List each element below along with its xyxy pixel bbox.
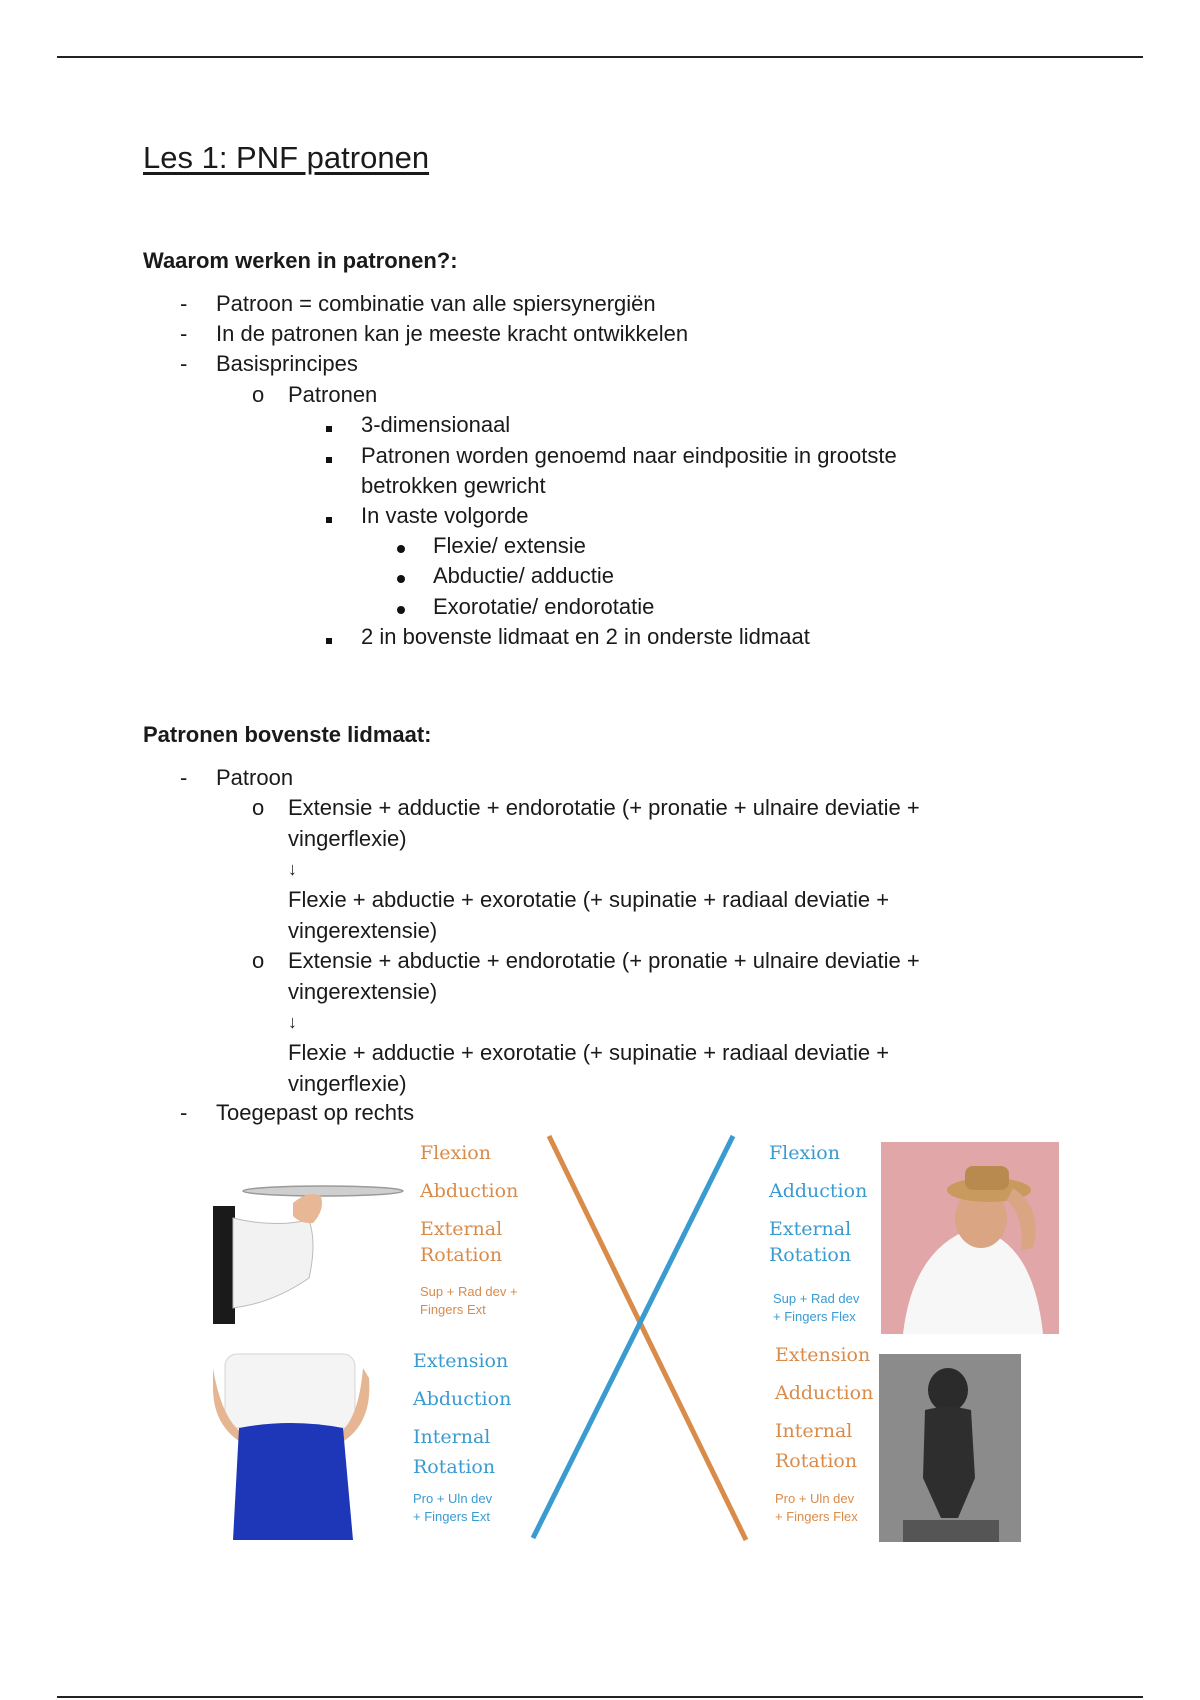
pattern-line: vingerflexie) xyxy=(288,826,407,851)
dash-bullet: - xyxy=(180,765,188,790)
label-fingers-ext: Fingers Ext xyxy=(420,1302,486,1317)
label-abduction: Abduction xyxy=(420,1180,519,1202)
label-rotation: Rotation xyxy=(420,1244,503,1266)
dot-bullet-icon xyxy=(397,531,405,561)
label-pro-uln-dev: Pro + Uln dev xyxy=(413,1491,493,1506)
pnf-patterns-figure xyxy=(213,1128,1065,1548)
dash-bullet: - xyxy=(180,321,188,346)
dash-bullet: - xyxy=(180,351,188,376)
header-rule xyxy=(57,56,1143,58)
dash-bullet: - xyxy=(180,291,188,316)
label-internal: Internal xyxy=(413,1426,491,1448)
label-internal: Internal xyxy=(775,1420,853,1442)
label-extension: Extension xyxy=(413,1350,509,1372)
arrow-down-icon: ↓ xyxy=(288,859,297,879)
label-sup-rad-dev: Sup + Rad dev xyxy=(773,1291,860,1306)
list-item: Abductie/ adductie xyxy=(433,563,615,588)
list-item: betrokken gewricht xyxy=(361,473,546,498)
arrow-down-icon: ↓ xyxy=(288,1012,297,1032)
label-extension: Extension xyxy=(775,1344,871,1366)
pattern-line: Flexie + adductie + exorotatie (+ supinatie + radiaal deviatie + xyxy=(288,1040,890,1065)
bronze-statue-illustration xyxy=(879,1354,1021,1542)
label-fingers-flex: + Fingers Flex xyxy=(775,1509,858,1524)
footer-rule xyxy=(57,1696,1143,1698)
list-item: Toegepast op rechts xyxy=(216,1100,415,1125)
list-item: Exorotatie/ endorotatie xyxy=(433,594,655,619)
pattern-line: Flexie + abductie + exorotatie (+ supinatie + radiaal deviatie + xyxy=(288,887,890,912)
pattern-line: vingerextensie) xyxy=(288,918,438,943)
square-bullet-icon xyxy=(326,501,332,531)
list-item: Patronen xyxy=(288,382,378,407)
label-rotation: Rotation xyxy=(775,1450,858,1472)
blue-diagonal xyxy=(533,1136,733,1538)
list-item: Patroon xyxy=(216,765,294,790)
label-rotation: Rotation xyxy=(769,1244,852,1266)
pattern-line: Extensie + adductie + endorotatie (+ pronatie + ulnaire deviatie + xyxy=(288,795,920,820)
label-flexion: Flexion xyxy=(769,1142,840,1164)
waiter-tray-illustration xyxy=(213,1186,403,1324)
pattern-line: vingerflexie) xyxy=(288,1071,407,1096)
label-fingers-flex: + Fingers Flex xyxy=(773,1309,856,1324)
list-item: In vaste volgorde xyxy=(361,503,529,528)
figure-graphics xyxy=(213,1128,1065,1548)
square-bullet-icon xyxy=(326,622,332,652)
orange-diagonal xyxy=(549,1136,746,1540)
label-external: External xyxy=(420,1218,503,1240)
list-item: In de patronen kan je meeste kracht ontwikkelen xyxy=(216,321,689,346)
page-title: Les 1: PNF patronen xyxy=(143,140,430,175)
list-item: Patroon = combinatie van alle spiersynergiën xyxy=(216,291,656,316)
section-heading-waarom: Waarom werken in patronen?: xyxy=(143,248,458,273)
list-item: 2 in bovenste lidmaat en 2 in onderste lidmaat xyxy=(361,624,810,649)
label-rotation: Rotation xyxy=(413,1456,496,1478)
list-item: 3-dimensionaal xyxy=(361,412,511,437)
label-adduction: Adduction xyxy=(769,1180,868,1202)
list-item: Patronen worden genoemd naar eindpositie in grootste xyxy=(361,443,897,468)
circle-bullet: o xyxy=(252,948,265,973)
square-bullet-icon xyxy=(326,410,332,440)
list-item: Flexie/ extensie xyxy=(433,533,586,558)
label-flexion: Flexion xyxy=(420,1142,491,1164)
pattern-line: Extensie + abductie + endorotatie (+ pronatie + ulnaire deviatie + xyxy=(288,948,920,973)
label-sup-rad-dev: Sup + Rad dev + xyxy=(420,1284,518,1299)
woman-hands-on-hips-illustration xyxy=(213,1354,369,1540)
label-adduction: Adduction xyxy=(775,1382,874,1404)
label-fingers-ext: + Fingers Ext xyxy=(413,1509,490,1524)
label-external: External xyxy=(769,1218,852,1240)
circle-bullet: o xyxy=(252,382,265,407)
label-pro-uln-dev: Pro + Uln dev xyxy=(775,1491,855,1506)
dash-bullet: - xyxy=(180,1100,188,1125)
square-bullet-icon xyxy=(326,441,332,471)
dot-bullet-icon xyxy=(397,592,405,622)
label-abduction: Abduction xyxy=(413,1388,512,1410)
dot-bullet-icon xyxy=(397,561,405,591)
man-with-hat-illustration xyxy=(881,1142,1059,1334)
section-heading-bovenste: Patronen bovenste lidmaat: xyxy=(143,722,432,747)
list-item: Basisprincipes xyxy=(216,351,358,376)
circle-bullet: o xyxy=(252,795,265,820)
pattern-line: vingerextensie) xyxy=(288,979,438,1004)
